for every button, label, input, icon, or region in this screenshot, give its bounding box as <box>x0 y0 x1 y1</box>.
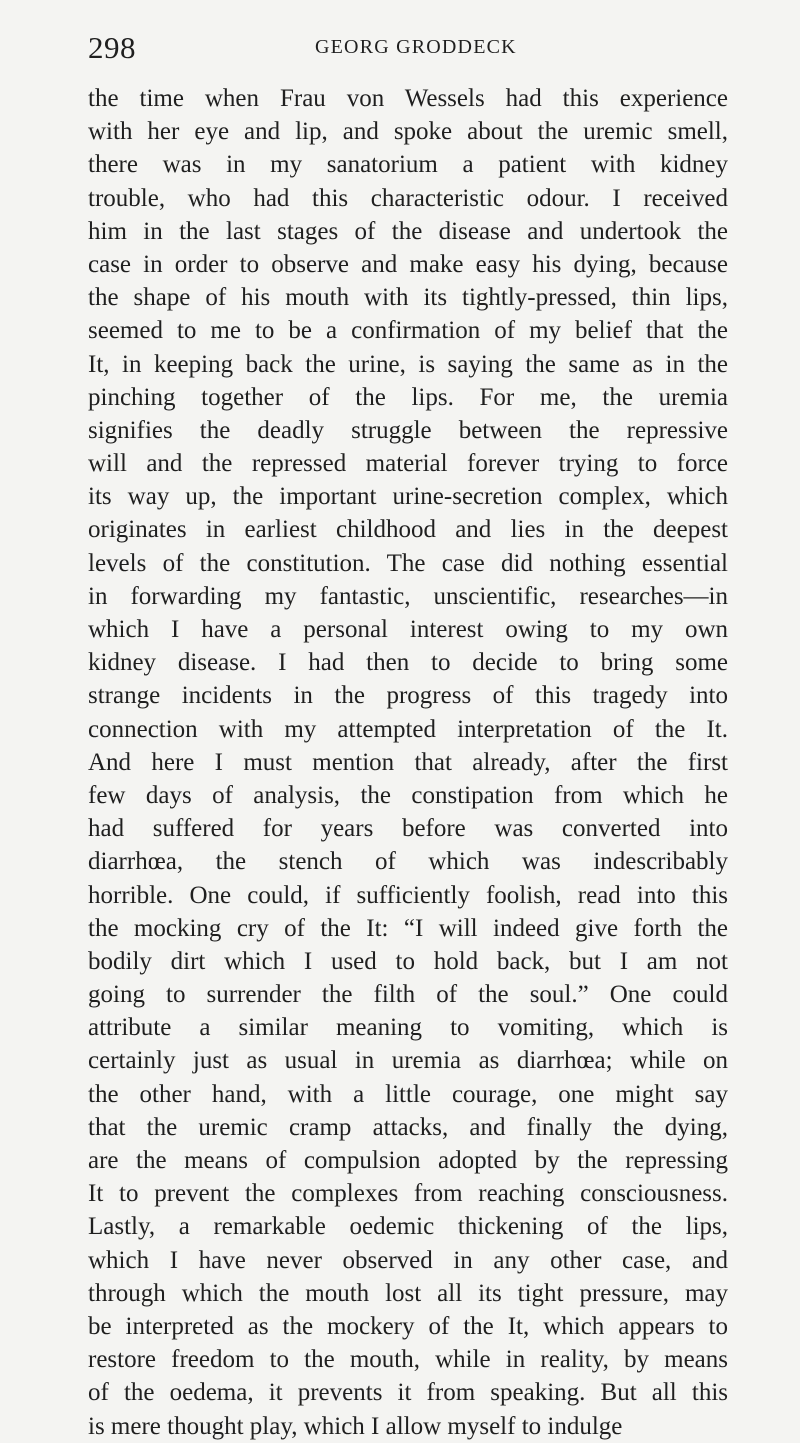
text-line: It, in keeping back the urine, is saying the same as in the <box>88 350 728 378</box>
text-line: be interpreted as the mockery of the It, which appears to <box>88 1312 728 1340</box>
text-line: the mocking cry of the It: “I will indeed give forth the <box>88 914 728 942</box>
text-line: will and the repressed material forever trying to force <box>88 450 728 478</box>
text-line: which I have a personal interest owing to my own <box>88 616 728 643</box>
text-line: few days of analysis, the constipation from which he <box>88 781 728 809</box>
text-line: its way up, the important urine-secretion complex, which <box>88 483 728 511</box>
text-line: And here I must mention that already, after the first <box>88 748 728 776</box>
page-header <box>88 24 728 64</box>
text-line: kidney disease. I had then to decide to bring some <box>88 649 728 677</box>
running-head: GEORG GRODDECK <box>315 36 517 58</box>
text-line: attribute a similar meaning to vomiting, which is <box>88 1014 728 1042</box>
text-line: of the oedema, it prevents it from speaking. But all this <box>88 1379 728 1407</box>
text-line: the time when Frau von Wessels had this experience <box>88 85 728 112</box>
text-line: certainly just as usual in uremia as diarrhœa; while on <box>88 1047 728 1075</box>
text-line: It to prevent the complexes from reaching consciousness. <box>88 1180 728 1208</box>
text-line: which I have never observed in any other case, and <box>88 1246 728 1274</box>
text-line: the other hand, with a little courage, one might say <box>88 1080 728 1108</box>
text-line: signifies the deadly struggle between the repressive <box>88 416 728 444</box>
text-line: had suffered for years before was converted into <box>88 815 728 843</box>
text-line: horrible. One could, if sufficiently foolish, read into this <box>88 881 728 909</box>
text-line: Lastly, a remarkable oedemic thickening of the lips, <box>88 1213 728 1241</box>
text-line: the shape of his mouth with its tightly-pressed, thin lips, <box>88 284 728 312</box>
text-line: there was in my sanatorium a patient with kidney <box>88 151 728 179</box>
text-line: that the uremic cramp attacks, and finally the dying, <box>88 1113 728 1141</box>
text-line: diarrhœa, the stench of which was indescribably <box>88 848 728 876</box>
text-line: is mere thought play, which I allow myself to indulge <box>88 1412 623 1440</box>
text-line: case in order to observe and make easy his dying, because <box>88 250 728 278</box>
text-line: with her eye and lip, and spoke about the uremic smell, <box>88 118 728 146</box>
text-line: connection with my attempted interpretation of the It. <box>88 715 728 743</box>
text-line: going to surrender the filth of the soul.” One could <box>88 981 728 1009</box>
text-line: pinching together of the lips. For me, the uremia <box>88 383 728 411</box>
text-line: seemed to me to be a confirmation of my belief that the <box>88 317 728 345</box>
text-line: him in the last stages of the disease and undertook the <box>88 217 728 245</box>
body-text <box>88 82 728 1443</box>
text-line: levels of the constitution. The case did nothing essential <box>88 549 728 577</box>
text-line: through which the mouth lost all its tight pressure, may <box>88 1279 728 1307</box>
text-line: originates in earliest childhood and lies in the deepest <box>88 516 728 544</box>
text-line: restore freedom to the mouth, while in reality, by means <box>88 1346 728 1374</box>
text-line: are the means of compulsion adopted by the repressing <box>88 1147 728 1174</box>
text-line: trouble, who had this characteristic odour. I received <box>88 184 728 212</box>
text-line: in forwarding my fantastic, unscientific, researches—in <box>88 582 728 610</box>
page-number: 298 <box>88 30 136 65</box>
text-line: strange incidents in the progress of this tragedy into <box>88 682 728 710</box>
text-line: bodily dirt which I used to hold back, but I am not <box>88 947 728 975</box>
